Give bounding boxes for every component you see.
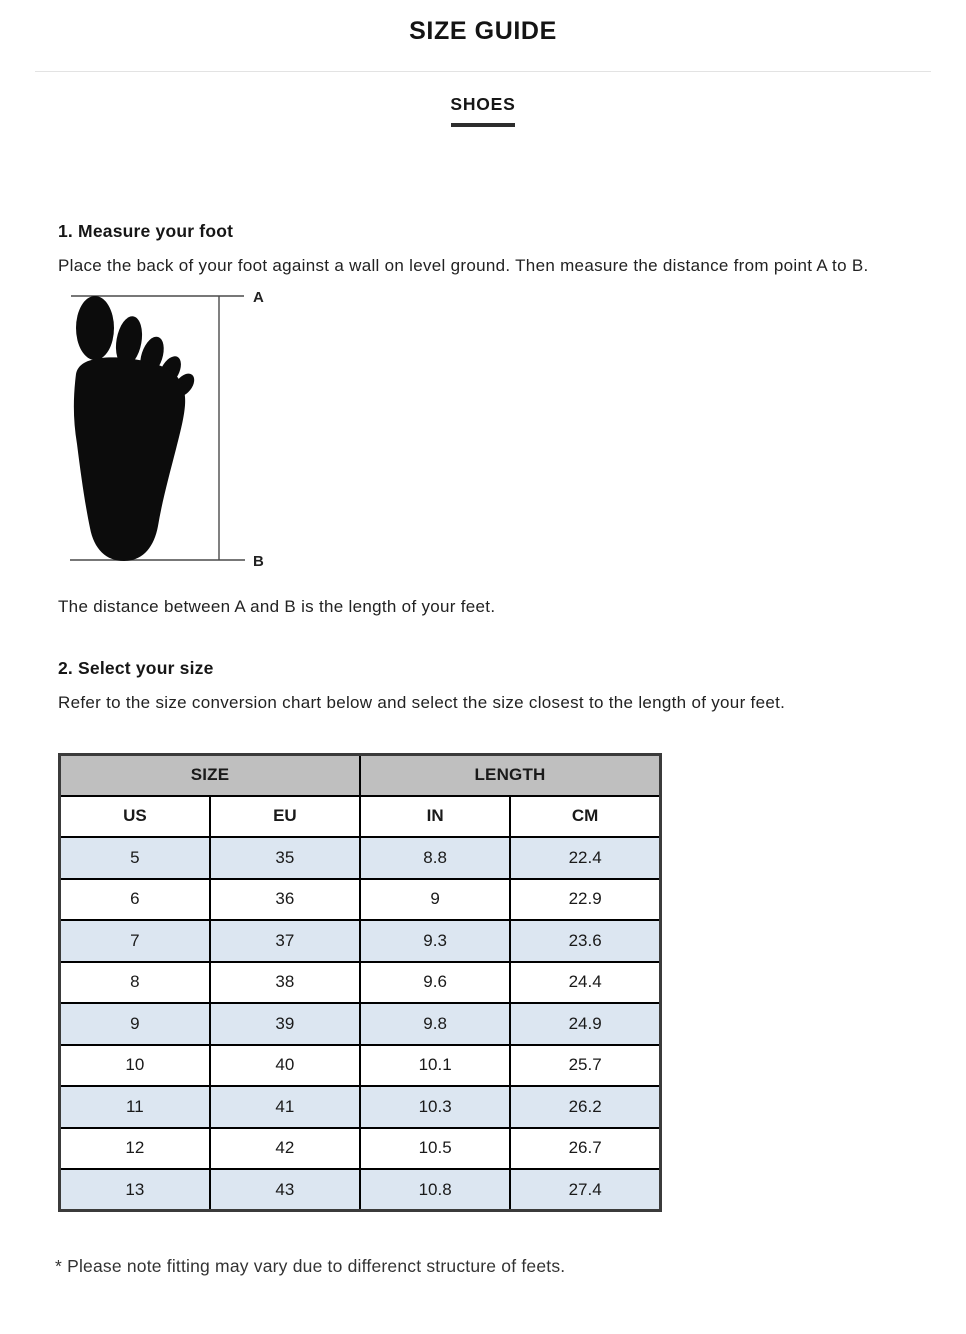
measure-section-heading: 1. Measure your foot bbox=[58, 220, 234, 241]
column-header-us: US bbox=[60, 796, 210, 838]
table-cell: 8.8 bbox=[360, 837, 510, 879]
table-row bbox=[60, 1086, 661, 1128]
table-cell: 25.7 bbox=[510, 1045, 660, 1087]
table-cell: 5 bbox=[60, 837, 210, 879]
diagram-label-b: B bbox=[253, 552, 264, 570]
table-cell: 9 bbox=[60, 1003, 210, 1045]
table-cell: 6 bbox=[60, 879, 210, 921]
group-header-length: LENGTH bbox=[360, 754, 661, 796]
size-conversion-table bbox=[58, 753, 662, 1213]
table-cell: 10.8 bbox=[360, 1169, 510, 1211]
table-cell: 24.4 bbox=[510, 962, 660, 1004]
table-column-header-row bbox=[60, 796, 661, 838]
tab-active-indicator bbox=[451, 123, 515, 127]
size-table-body bbox=[60, 837, 661, 1211]
table-cell: 36 bbox=[210, 879, 360, 921]
table-row bbox=[60, 879, 661, 921]
table-cell: 26.7 bbox=[510, 1128, 660, 1170]
column-header-eu: EU bbox=[210, 796, 360, 838]
table-cell: 11 bbox=[60, 1086, 210, 1128]
table-cell: 27.4 bbox=[510, 1169, 660, 1211]
table-cell: 23.6 bbox=[510, 920, 660, 962]
select-section-heading: 2. Select your size bbox=[58, 657, 214, 678]
table-cell: 26.2 bbox=[510, 1086, 660, 1128]
table-cell: 39 bbox=[210, 1003, 360, 1045]
table-cell: 37 bbox=[210, 920, 360, 962]
tab-shoes[interactable] bbox=[0, 93, 966, 127]
table-cell: 9 bbox=[360, 879, 510, 921]
table-cell: 43 bbox=[210, 1169, 360, 1211]
table-row bbox=[60, 920, 661, 962]
table-cell: 8 bbox=[60, 962, 210, 1004]
measure-caption: The distance between A and B is the length of your feet. bbox=[58, 596, 496, 616]
table-row bbox=[60, 1128, 661, 1170]
header-divider bbox=[35, 71, 931, 72]
table-cell: 10.5 bbox=[360, 1128, 510, 1170]
table-cell: 10.1 bbox=[360, 1045, 510, 1087]
table-cell: 38 bbox=[210, 962, 360, 1004]
table-cell: 10.3 bbox=[360, 1086, 510, 1128]
foot-silhouette-icon bbox=[74, 296, 198, 561]
foot-measurement-diagram bbox=[55, 286, 295, 580]
table-cell: 40 bbox=[210, 1045, 360, 1087]
table-group-header-row bbox=[60, 754, 661, 796]
column-header-in: IN bbox=[360, 796, 510, 838]
table-cell: 9.6 bbox=[360, 962, 510, 1004]
table-row bbox=[60, 1169, 661, 1211]
page-title: SIZE GUIDE bbox=[409, 17, 557, 45]
tab-shoes-label[interactable]: SHOES bbox=[450, 94, 516, 114]
table-cell: 7 bbox=[60, 920, 210, 962]
table-row bbox=[60, 1045, 661, 1087]
table-cell: 42 bbox=[210, 1128, 360, 1170]
size-table-container bbox=[58, 753, 966, 1213]
table-cell: 12 bbox=[60, 1128, 210, 1170]
column-header-cm: CM bbox=[510, 796, 660, 838]
table-cell: 24.9 bbox=[510, 1003, 660, 1045]
category-tabs bbox=[0, 93, 966, 127]
fitting-footnote: * Please note fitting may vary due to differenct structure of feets. bbox=[55, 1256, 566, 1276]
table-row bbox=[60, 1003, 661, 1045]
table-cell: 13 bbox=[60, 1169, 210, 1211]
table-cell: 9.8 bbox=[360, 1003, 510, 1045]
diagram-label-a: A bbox=[253, 288, 264, 306]
table-cell: 10 bbox=[60, 1045, 210, 1087]
table-cell: 35 bbox=[210, 837, 360, 879]
table-cell: 22.9 bbox=[510, 879, 660, 921]
group-header-size: SIZE bbox=[60, 754, 361, 796]
table-row bbox=[60, 837, 661, 879]
table-cell: 22.4 bbox=[510, 837, 660, 879]
table-cell: 41 bbox=[210, 1086, 360, 1128]
table-cell: 9.3 bbox=[360, 920, 510, 962]
select-section-body: Refer to the size conversion chart below and select the size closest to the length of your feet. bbox=[58, 692, 786, 712]
foot-diagram-svg bbox=[55, 286, 295, 580]
measure-section-body: Place the back of your foot against a wall on level ground. Then measure the distance from point A to B. bbox=[58, 255, 869, 275]
table-row bbox=[60, 962, 661, 1004]
